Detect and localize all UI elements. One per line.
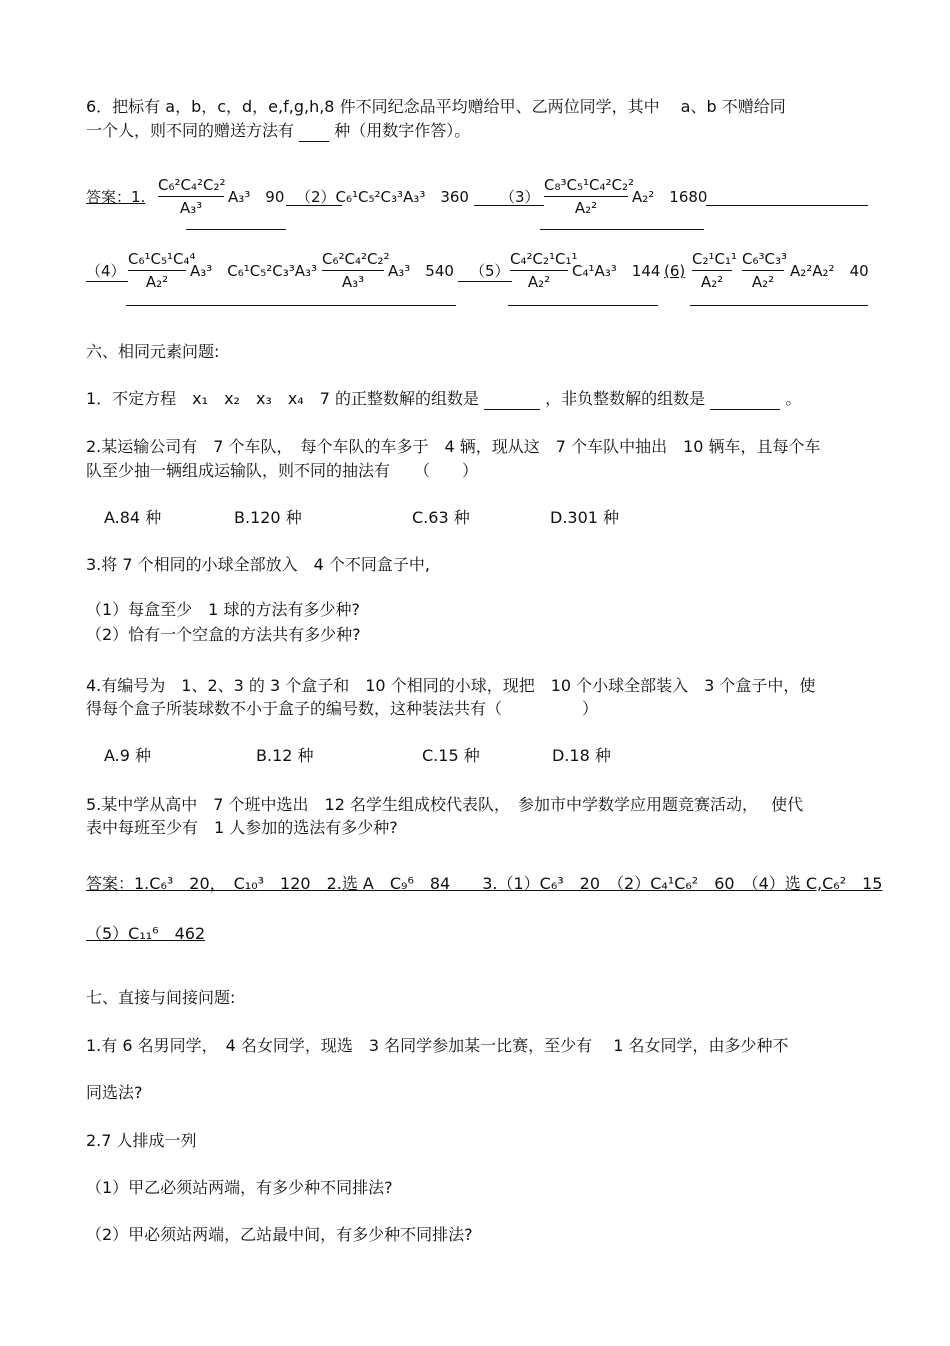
sec6-q4-option-c: C.15 种	[422, 746, 480, 765]
answer6-r2-t6: (6)	[664, 262, 686, 280]
sec6-q1-blank1[interactable]	[484, 389, 540, 410]
q6-line1: 6．把标有 a，b，c，d，e,f,g,h,8 件不同纪念品平均赠给甲、乙两位同学，其中 a、b 不赠给同	[86, 97, 786, 116]
q6-line2	[86, 121, 470, 142]
answer6-r2-t7: A₂²A₂² 40	[790, 262, 869, 280]
sec6-q5-line1: 5.某中学从高中 7 个班中选出 12 名学生组成校代表队， 参加市中学数学应用题竞赛活动， 使代	[86, 795, 804, 814]
sec6-q1-text: 1．不定方程 x₁ x₂ x₃ x₄ 7 的正整数解的组数是	[86, 389, 479, 408]
rule	[540, 229, 704, 230]
answer6-t1: A₃³ 90	[228, 188, 285, 206]
answer6-r2-t1: （4）	[86, 262, 126, 280]
answer6-t4: A₂² 1680	[632, 188, 708, 206]
rule	[186, 229, 286, 230]
sec6-answer-line2: （5）C₁₁⁶ 462	[86, 924, 206, 943]
sec6-q1	[86, 389, 801, 410]
rule	[458, 281, 512, 282]
sec6-q5-line2: 表中每班至少有 1 人参加的选法有多少种?	[86, 818, 398, 837]
rule	[508, 305, 658, 306]
answer6-label: 答案：1.	[86, 188, 146, 206]
section7-title: 七、直接与间接问题:	[86, 988, 236, 1007]
sec7-q2-sub1: （1）甲乙必须站两端，有多少种不同排法?	[86, 1178, 393, 1197]
sec7-q2-sub2: （2）甲必须站两端，乙站最中间，有多少种不同排法?	[86, 1225, 473, 1244]
sec7-q1-line2: 同选法?	[86, 1083, 143, 1102]
sec6-q4-option-d: D.18 种	[552, 746, 611, 765]
rule	[706, 205, 868, 206]
sec6-q4-line1: 4.有编号为 1、2、3 的 3 个盒子和 10 个相同的小球，现把 10 个小球全部装入 3 个盒子中，使	[86, 676, 816, 695]
sec6-q2-line1: 2.某运输公司有 7 个车队， 每个车队的车多于 4 辆，现从这 7 个车队中抽出 10 辆车，且每个车	[86, 437, 821, 456]
sec6-q4-option-b: B.12 种	[256, 746, 314, 765]
answer6-t3: （3）	[500, 188, 540, 206]
rule	[474, 205, 544, 206]
sec7-q1-line1: 1.有 6 名男同学， 4 名女同学，现选 3 名同学参加某一比赛，至少有 1 名女同学，由多少种不	[86, 1036, 789, 1055]
rule	[86, 281, 128, 282]
sec6-q3-sub1: （1）每盒至少 1 球的方法有多少种?	[86, 600, 360, 619]
sec6-q1-mid: ，非负整数解的组数是	[545, 389, 706, 408]
answer6-r2-frac3: C₄²C₂¹C₁¹ A₂²	[510, 250, 578, 291]
answer6-frac2: C₈³C₅¹C₄²C₂² A₂²	[544, 176, 634, 217]
sec6-q2-option-d: D.301 种	[550, 508, 620, 527]
q6-line2-tail: 种（用数字作答）。	[334, 121, 471, 140]
sec6-q1-end: 。	[785, 389, 802, 408]
q6-line2-text: 一个人，则不同的赠送方法有	[86, 121, 295, 140]
sec6-q4-option-a: A.9 种	[104, 746, 152, 765]
q6-blank[interactable]	[299, 121, 329, 142]
answer6-r2-t2: A₃³ C₆¹C₅²C₃³A₃³	[190, 262, 318, 280]
sec6-q2-option-b: B.120 种	[234, 508, 302, 527]
rule	[126, 305, 456, 306]
answer6-r2-frac4: C₂¹C₁¹ A₂²	[692, 250, 737, 291]
sec6-q2-option-a: A.84 种	[104, 508, 162, 527]
answer6-r2-t3: A₃³ 540	[388, 262, 454, 280]
sec6-q2-line2: 队至少抽一辆组成运输队，则不同的抽法有 （ ）	[86, 461, 479, 480]
answer6-r2-frac1: C₆¹C₅¹C₄⁴ A₂²	[128, 250, 196, 291]
sec6-q1-blank2[interactable]	[710, 389, 780, 410]
sec7-q2-line1: 2.7 人排成一列	[86, 1131, 197, 1150]
sec6-q4-line2: 得每个盒子所装球数不小于盒子的编号数，这种装法共有（ ）	[86, 699, 599, 718]
sec6-q2-option-c: C.63 种	[412, 508, 470, 527]
section6-title: 六、相同元素问题:	[86, 342, 220, 361]
sec6-answer-line1: 答案：1.C₆³ 20， C₁₀³ 120 2.选 A C₉⁶ 84 3.（1）C₆³ 20 （2）C₄¹C₆² 60 （4）选 C,C₆² 15	[86, 874, 883, 893]
answer6-t2: （2）C₆¹C₅²C₃³A₃³ 360	[296, 188, 469, 206]
answer6-frac1: C₆²C₄²C₂² A₃³	[158, 176, 226, 217]
answer6-r2-t4: （5）	[470, 262, 510, 280]
answer6-r2-t5: C₄¹A₃³ 144	[572, 262, 661, 280]
answer6-r2-frac2: C₆²C₄²C₂² A₃³	[322, 250, 390, 291]
rule	[690, 305, 868, 306]
answer6-r2-frac5: C₆³C₃³ A₂²	[742, 250, 787, 291]
sec6-q3-sub2: （2）恰有一个空盒的方法共有多少种?	[86, 625, 361, 644]
rule	[286, 205, 342, 206]
sec6-q3-line1: 3.将 7 个相同的小球全部放入 4 个不同盒子中,	[86, 555, 430, 574]
